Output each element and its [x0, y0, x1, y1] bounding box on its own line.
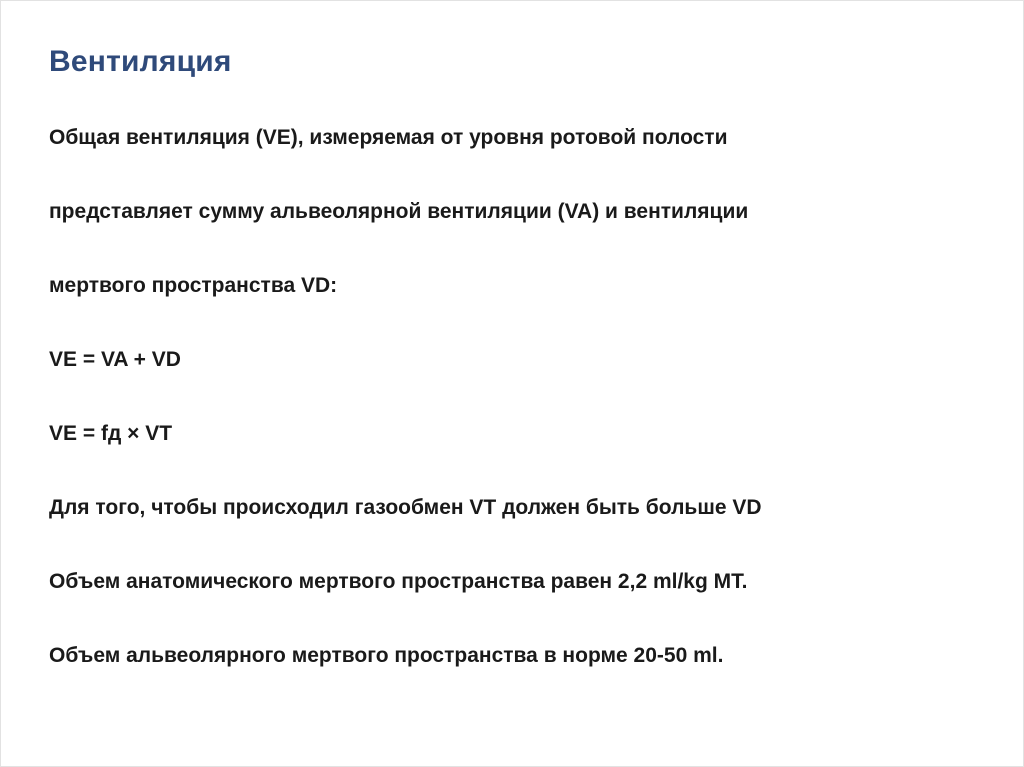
definition-line-1: Общая вентиляция (VE), измеряемая от уровня ротовой полости — [49, 126, 728, 149]
gas-exchange-condition: Для того, чтобы происходил газообмен VT должен быть больше VD — [49, 496, 762, 519]
formula-ve-sum: VE = VA + VD — [49, 348, 181, 371]
definition-line-2: представляет сумму альвеолярной вентиляции (VA) и вентиляции — [49, 200, 749, 223]
formula-ve-product: VE = fд × VT — [49, 422, 173, 445]
slide-title: Вентиляция — [49, 45, 232, 78]
definition-line-3: мертвого пространства VD: — [49, 274, 338, 297]
alveolar-dead-space-volume: Объем альвеолярного мертвого пространства в норме 20-50 ml. — [49, 644, 724, 667]
anatomical-dead-space-volume: Объем анатомического мертвого пространства равен 2,2 ml/kg MT. — [49, 570, 748, 593]
